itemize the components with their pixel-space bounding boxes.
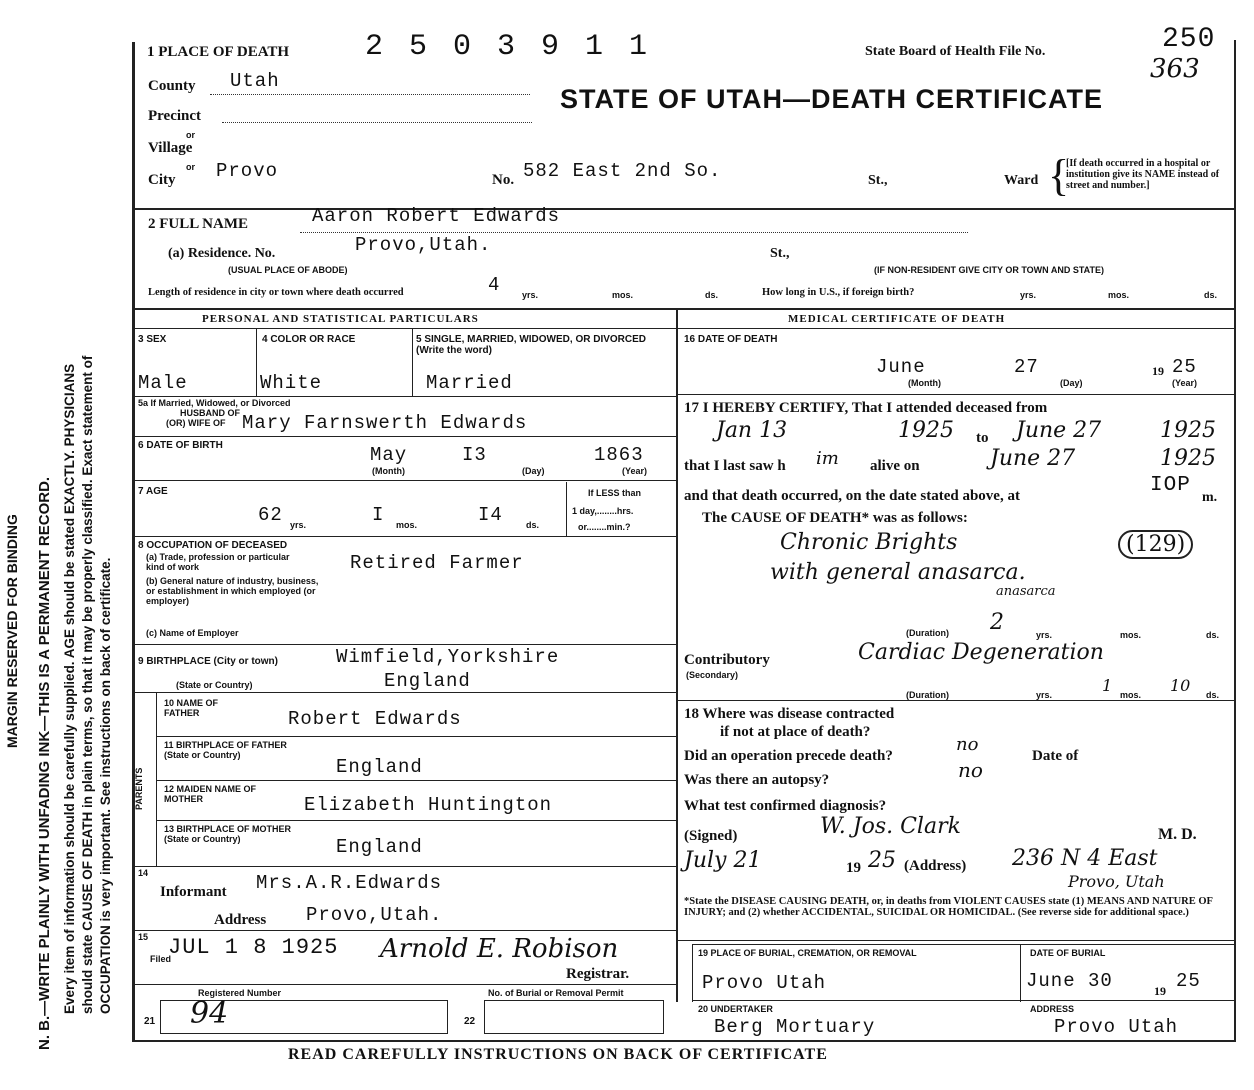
year-label: (Year) bbox=[622, 466, 648, 476]
contributory-cause: Cardiac Degeneration bbox=[858, 640, 1104, 665]
registrar-signature: Arnold E. Robison bbox=[380, 934, 619, 964]
duration2-days: 10 bbox=[1170, 676, 1191, 695]
dod-year: 25 bbox=[1172, 356, 1197, 378]
ds-label: ds. bbox=[526, 520, 540, 530]
parents-label: PARENTS bbox=[134, 767, 144, 810]
length-years: 4 bbox=[488, 274, 501, 296]
certificate-title: STATE OF UTAH—DEATH CERTIFICATE bbox=[560, 84, 1103, 114]
mos-label: mos. bbox=[1120, 630, 1142, 640]
time-of-death: IOP bbox=[1150, 474, 1191, 497]
full-name-value: Aaron Robert Edwards bbox=[312, 205, 561, 227]
duration-label: (Duration) bbox=[906, 628, 949, 638]
duration2-months: 1 bbox=[1102, 676, 1113, 695]
hospital-note: [If death occurred in a hospital or institution give its NAME instead of street and number.] bbox=[1066, 158, 1220, 191]
color-value: White bbox=[260, 372, 323, 394]
date-of-label: Date of bbox=[1032, 748, 1079, 764]
marital-label: 5 SINGLE, MARRIED, WIDOWED, OR DIVORCED (Write the word) bbox=[416, 334, 647, 356]
attended-from: Jan 13 bbox=[716, 418, 788, 443]
duration-years: 2 bbox=[990, 610, 1004, 635]
center-divider bbox=[676, 308, 678, 1002]
father-name-label: 10 NAME OF FATHER bbox=[164, 698, 219, 718]
occurred-label: and that death occurred, on the date stated above, at bbox=[684, 488, 1020, 504]
cause-instructions: *State the DISEASE CAUSING DEATH, or, in deaths from VIOLENT CAUSES state (1) MEANS AND NATURE OF INJURY; and (2) whether ACCIDENTAL, SUICIDAL OR HOMICIDAL. (See reverse side for additional space.) bbox=[684, 896, 1213, 918]
margin-instruction-3: should state CAUSE OF DEATH in plain terms, so that it may be properly classified. Exact statement of bbox=[80, 355, 95, 1014]
physician-address: 236 N 4 East bbox=[1012, 846, 1158, 871]
to-label: to bbox=[976, 430, 989, 446]
attended-to: June 27 bbox=[1016, 418, 1102, 443]
contributory-label: Contributory bbox=[684, 652, 770, 668]
yrs-label: yrs. bbox=[522, 290, 539, 300]
informant-number: 14 bbox=[138, 868, 149, 878]
informant-address-label: Address bbox=[214, 912, 267, 928]
cause-primary: Chronic Brights bbox=[780, 530, 958, 555]
day-label: (Day) bbox=[1060, 378, 1083, 388]
alive-on-year: 1925 bbox=[1160, 446, 1216, 471]
burial-year-prefix: 19 bbox=[1154, 984, 1166, 998]
filed-label: Filed bbox=[150, 954, 172, 964]
year-label: (Year) bbox=[1172, 378, 1198, 388]
informant-label: Informant bbox=[160, 884, 227, 900]
occupation-value: Retired Farmer bbox=[350, 552, 524, 574]
father-birthplace: England bbox=[336, 756, 423, 778]
physician-signature: W. Jos. Clark bbox=[820, 814, 961, 839]
mos-label: mos. bbox=[1120, 690, 1142, 700]
length-residence-label: Length of residence in city or town where death occurred bbox=[148, 287, 404, 298]
alive-on-date: June 27 bbox=[990, 446, 1076, 471]
duration-label: (Duration) bbox=[906, 690, 949, 700]
undertaker: Berg Mortuary bbox=[714, 1016, 876, 1038]
burial-date: June 30 bbox=[1026, 970, 1113, 992]
ward-label: Ward bbox=[1004, 173, 1039, 188]
spouse-value: Mary Farnswerth Edwards bbox=[242, 412, 528, 434]
ds-label: ds. bbox=[705, 290, 719, 300]
burial-year: 25 bbox=[1176, 970, 1201, 992]
precinct-label: Precinct bbox=[148, 108, 202, 124]
yrs-label: yrs. bbox=[1036, 690, 1053, 700]
signed-year: 25 bbox=[868, 848, 896, 873]
burial-permit-box bbox=[484, 1000, 664, 1034]
or-min-label: or........min.? bbox=[578, 522, 631, 532]
county-value: Utah bbox=[230, 70, 280, 92]
how-long-us-label: How long in U.S., if foreign birth? bbox=[762, 287, 915, 298]
signed-date: July 21 bbox=[684, 848, 762, 873]
city-value: Provo bbox=[216, 160, 279, 182]
brace: { bbox=[1048, 151, 1070, 200]
meridiem-label: m. bbox=[1202, 490, 1218, 505]
burial-permit-num: 22 bbox=[464, 1016, 476, 1027]
residence-value: Provo,Utah. bbox=[355, 234, 492, 256]
dob-month: May bbox=[370, 444, 408, 466]
burial-place: Provo Utah bbox=[702, 972, 827, 994]
mother-birthplace: England bbox=[336, 836, 423, 858]
birthplace-label: 9 BIRTHPLACE (City or town) bbox=[138, 656, 278, 667]
operation-question: Did an operation precede death? bbox=[684, 748, 893, 764]
file-no-label: State Board of Health File No. bbox=[865, 44, 1046, 59]
signed-label: (Signed) bbox=[684, 828, 738, 844]
place-of-death-label: 1 PLACE OF DEATH bbox=[147, 44, 290, 60]
filed-date-stamp: JUL 1 8 1925 bbox=[168, 935, 339, 960]
sex-label: 3 SEX bbox=[138, 334, 167, 345]
filed-number: 15 bbox=[138, 932, 149, 942]
yrs-label: yrs. bbox=[1020, 290, 1037, 300]
registered-number: 94 bbox=[190, 996, 229, 1031]
burial-permit-label: No. of Burial or Removal Permit bbox=[488, 988, 624, 998]
mos-label: mos. bbox=[612, 290, 634, 300]
file-no-handwritten: 363 bbox=[1150, 54, 1200, 84]
county-label: County bbox=[148, 78, 196, 94]
non-resident-label: (IF NON-RESIDENT GIVE CITY OR TOWN AND STATE) bbox=[874, 265, 1105, 275]
residence-st-label: St., bbox=[770, 246, 790, 261]
dob-day: I3 bbox=[462, 444, 487, 466]
yrs-label: yrs. bbox=[290, 520, 307, 530]
margin-binding-text: MARGIN RESERVED FOR BINDING bbox=[4, 514, 20, 748]
husband-of-label: HUSBAND OF bbox=[180, 408, 240, 418]
margin-instruction-1: N. B.—WRITE PLAINLY WITH UNFADING INK—THIS IS A PERMANENT RECORD. bbox=[36, 476, 53, 1050]
day-hrs-label: 1 day,........hrs. bbox=[572, 506, 634, 516]
city-label: City bbox=[148, 172, 176, 188]
informant-value: Mrs.A.R.Edwards bbox=[256, 872, 443, 894]
or-label: or bbox=[186, 130, 195, 140]
month-label: (Month) bbox=[908, 378, 941, 388]
certify-text: 17 I HEREBY CERTIFY, That I attended deceased from bbox=[684, 400, 1048, 416]
mother-name: Elizabeth Huntington bbox=[304, 794, 553, 816]
occupation-b-label: (b) General nature of industry, business, or establishment in which employed (or employer) bbox=[146, 576, 319, 606]
street-no-label: No. bbox=[492, 172, 515, 188]
registrar-label: Registrar. bbox=[566, 966, 630, 982]
stamp-number: 2 5 0 3 9 1 1 bbox=[365, 30, 652, 64]
father-name: Robert Edwards bbox=[288, 708, 462, 730]
margin-instruction-4: OCCUPATION is very important. See instructions on back of certificate. bbox=[98, 557, 113, 1014]
last-saw-label: that I last saw h bbox=[684, 458, 786, 474]
undertaker-address: Provo Utah bbox=[1054, 1016, 1179, 1038]
spouse-label: 5a If Married, Widowed, or Divorced bbox=[138, 398, 291, 408]
undertaker-label: 20 UNDERTAKER bbox=[698, 1004, 773, 1014]
marital-value: Married bbox=[426, 372, 513, 394]
or-label: or bbox=[186, 162, 195, 172]
usual-abode-label: (USUAL PLACE OF ABODE) bbox=[228, 265, 348, 275]
alive-on-label: alive on bbox=[870, 458, 920, 474]
dod-day: 27 bbox=[1014, 356, 1039, 378]
color-label: 4 COLOR OR RACE bbox=[262, 334, 356, 345]
md-label: M. D. bbox=[1158, 826, 1197, 843]
secondary-label: (Secondary) bbox=[686, 670, 739, 680]
dod-month: June bbox=[876, 356, 926, 378]
dob-label: 6 DATE OF BIRTH bbox=[138, 440, 223, 451]
physician-address-label: (Address) bbox=[904, 858, 967, 874]
operation-answer: no bbox=[956, 734, 979, 755]
footer-instructions: READ CAREFULLY INSTRUCTIONS ON BACK OF CERTIFICATE bbox=[288, 1046, 828, 1063]
age-days: I4 bbox=[478, 504, 503, 526]
cause-secondary: with general anasarca. bbox=[770, 560, 1026, 585]
st-label: St., bbox=[868, 173, 888, 188]
if-less-label: If LESS than bbox=[588, 488, 642, 498]
father-birthplace-label: 11 BIRTHPLACE OF FATHER (State or Country) bbox=[164, 740, 287, 760]
burial-date-label: DATE OF BURIAL bbox=[1030, 948, 1106, 958]
cause-code: (129) bbox=[1118, 530, 1193, 559]
dod-year-prefix: 19 bbox=[1152, 364, 1164, 378]
registered-number-num: 21 bbox=[144, 1016, 156, 1027]
employer-label: (c) Name of Employer bbox=[146, 628, 239, 638]
mos-label: mos. bbox=[396, 520, 418, 530]
month-label: (Month) bbox=[372, 466, 405, 476]
informant-address: Provo,Utah. bbox=[306, 904, 443, 926]
medical-heading: MEDICAL CERTIFICATE OF DEATH bbox=[788, 313, 1006, 325]
age-years: 62 bbox=[258, 504, 283, 526]
burial-place-label: 19 PLACE OF BURIAL, CREMATION, OR REMOVAL bbox=[698, 948, 917, 958]
attended-to-year: 1925 bbox=[1160, 418, 1216, 443]
place-of-death-question: if not at place of death? bbox=[720, 724, 871, 740]
village-label: Village bbox=[148, 140, 193, 156]
mos-label: mos. bbox=[1108, 290, 1130, 300]
autopsy-answer: no bbox=[958, 758, 983, 782]
full-name-label: 2 FULL NAME bbox=[148, 216, 249, 232]
left-border bbox=[132, 42, 135, 1042]
age-months: I bbox=[372, 504, 385, 526]
file-no: 250 bbox=[1162, 24, 1216, 55]
registered-number-label: Registered Number bbox=[198, 988, 282, 998]
ds-label: ds. bbox=[1206, 630, 1220, 640]
wife-of-label: (OR) WIFE OF bbox=[166, 418, 226, 428]
mother-birthplace-label: 13 BIRTHPLACE OF MOTHER (State or Country) bbox=[164, 824, 292, 844]
ds-label: ds. bbox=[1204, 290, 1218, 300]
day-label: (Day) bbox=[522, 466, 545, 476]
dob-year: 1863 bbox=[594, 444, 644, 466]
autopsy-question: Was there an autopsy? bbox=[684, 772, 830, 788]
age-label: 7 AGE bbox=[138, 486, 168, 497]
residence-label: (a) Residence. No. bbox=[168, 246, 276, 261]
right-border bbox=[1234, 40, 1236, 1042]
signed-year-prefix: 19 bbox=[846, 860, 861, 876]
last-saw-him: im bbox=[816, 448, 839, 469]
occupation-a-label: (a) Trade, profession or particular kind of work bbox=[146, 552, 290, 572]
dod-label: 16 DATE OF DEATH bbox=[684, 334, 778, 345]
bottom-border bbox=[132, 1040, 1236, 1042]
physician-address-city: Provo, Utah bbox=[1068, 872, 1165, 891]
mother-name-label: 12 MAIDEN NAME OF MOTHER bbox=[164, 784, 257, 804]
street-no-value: 582 East 2nd So. bbox=[523, 160, 722, 182]
ds-label: ds. bbox=[1206, 690, 1220, 700]
undertaker-address-label: ADDRESS bbox=[1030, 1004, 1075, 1014]
cause-label: The CAUSE OF DEATH* was as follows: bbox=[702, 510, 968, 526]
where-contracted-label: 18 Where was disease contracted bbox=[684, 706, 895, 722]
attended-from-year: 1925 bbox=[898, 418, 954, 443]
occupation-label: 8 OCCUPATION OF DECEASED bbox=[138, 540, 288, 551]
birthplace-country: England bbox=[384, 670, 471, 692]
yrs-label: yrs. bbox=[1036, 630, 1053, 640]
test-question: What test confirmed diagnosis? bbox=[684, 798, 887, 814]
margin-instruction-2: Every item of information should be carefully supplied. AGE should be stated EXACTLY. PHYSICIANS bbox=[62, 363, 77, 1014]
sex-value: Male bbox=[138, 372, 188, 394]
cause-tertiary: anasarca bbox=[996, 584, 1056, 599]
personal-heading: PERSONAL AND STATISTICAL PARTICULARS bbox=[202, 313, 479, 325]
state-country-label: (State or Country) bbox=[176, 680, 253, 690]
birthplace-city: Wimfield,Yorkshire bbox=[336, 646, 560, 668]
